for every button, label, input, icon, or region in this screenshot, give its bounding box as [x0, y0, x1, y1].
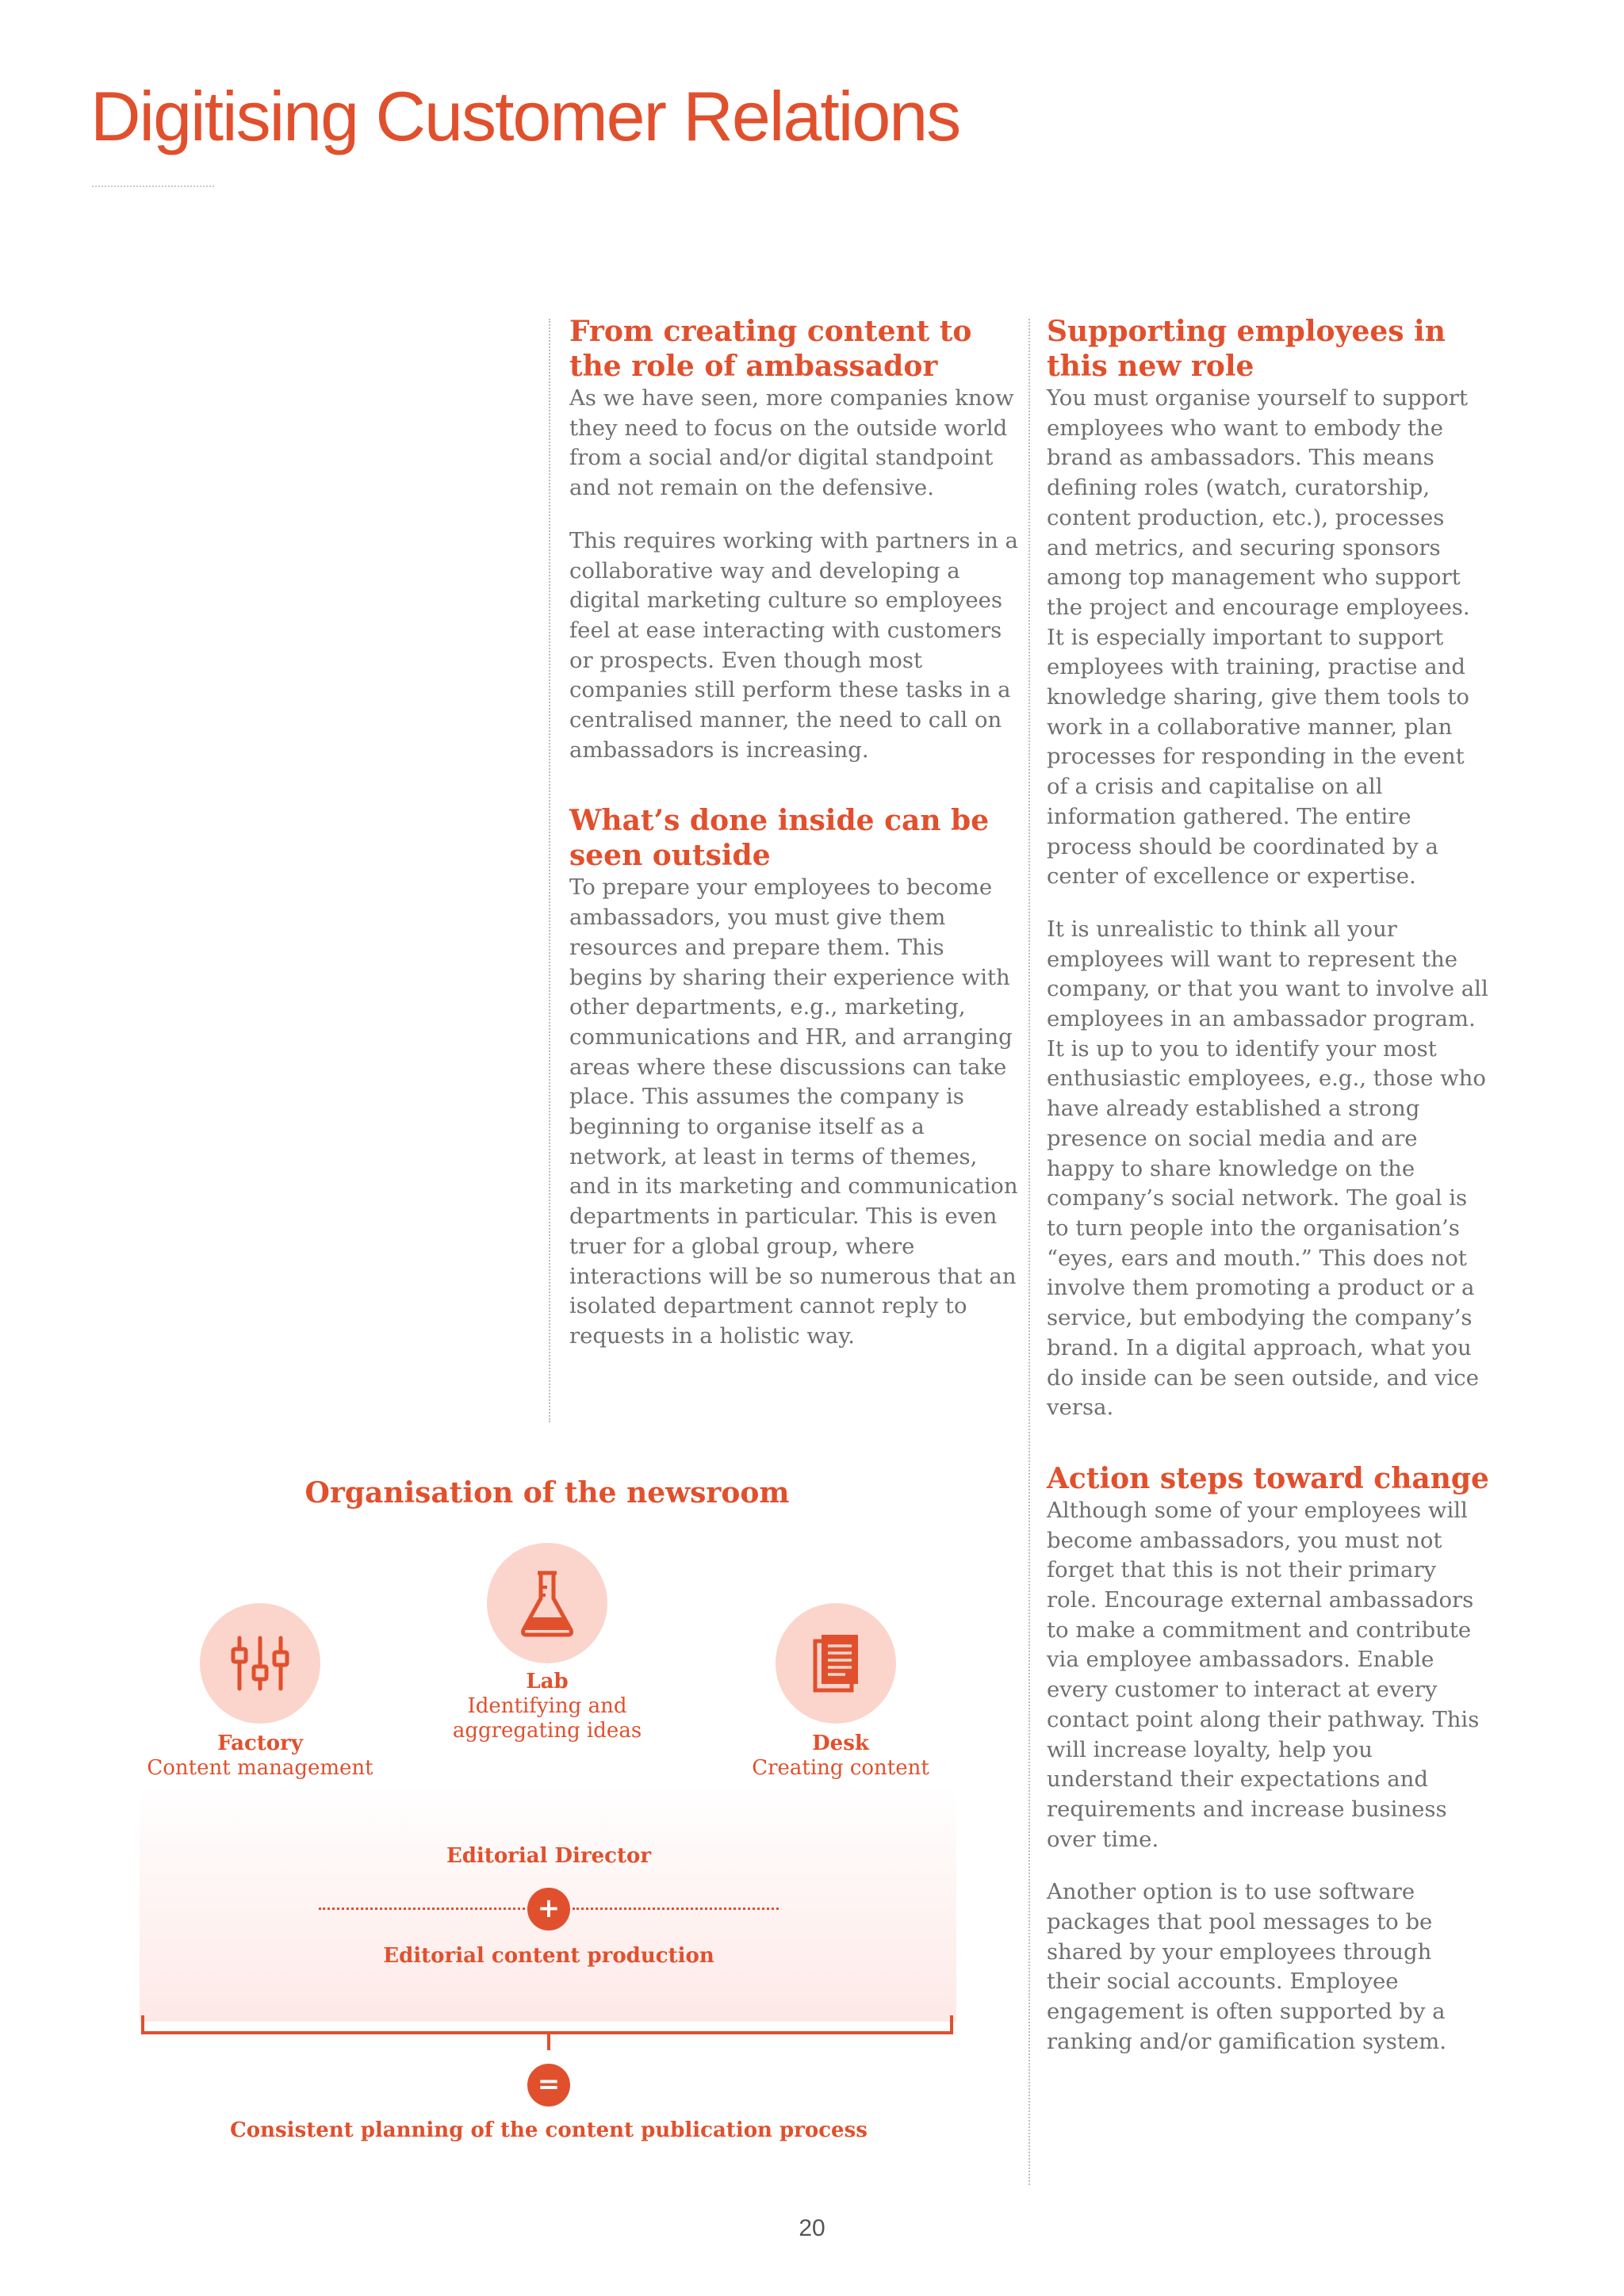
- section-ambassador-role: [569, 314, 1021, 765]
- node-name: Desk: [812, 1732, 869, 1755]
- desk-circle: [776, 1603, 896, 1724]
- node-description: Creating content: [752, 1756, 929, 1780]
- node-name: Factory: [217, 1732, 303, 1755]
- desk-label: [682, 1732, 999, 1781]
- paragraph: It is unrealistic to think all your employees will want to represent the company, or that you want to involve all employees in an ambassador program. It is up to you to identify your most enthusiastic employees, e.g., those who have already established a strong presence on social media and are happy to share knowledge on the company’s social network. The goal is to turn people into the organisation’s “eyes, ears and mouth.” This does not involve them promoting a product or a service, but embodying the company’s brand. In a digital approach, what you do inside can be seen outside, and vice versa.: [1047, 916, 1488, 1421]
- lab-label: [389, 1670, 706, 1743]
- page-title: Digitising Customer Relations: [90, 77, 960, 155]
- paragraph: Another option is to use software packages that pool messages to be shared by your employees through their social accounts. Employee engagement is often supported by a ranking and/or gamification system.: [1047, 1879, 1446, 2054]
- page-number: 20: [799, 2215, 825, 2241]
- right-column: [1047, 314, 1491, 2080]
- factory-circle: [200, 1603, 320, 1724]
- section-heading: Action steps toward change: [1047, 1461, 1489, 1495]
- paragraph: This requires working with partners in a collaborative way and developing a digital marketing culture so employees feel at ease interacting with customers or prospects. Even though most companies still perform these tasks in a centralised manner, the need to call on ambassadors is increasing.: [569, 527, 1018, 763]
- dotted-connector-right: [573, 1908, 779, 1910]
- section-action-steps: [1047, 1461, 1491, 2057]
- node-description: Identifying and: [467, 1694, 627, 1718]
- node-description: Content management: [147, 1756, 373, 1780]
- bracket-stem: [547, 2034, 550, 2050]
- diagram-title: Organisation of the newsroom: [304, 1476, 790, 1510]
- left-column: [569, 314, 1021, 1375]
- flask-icon: [487, 1543, 607, 1663]
- paragraph: As we have seen, more companies know they need to focus on the outside world from a social and/or digital standpoint and not remain on the defensive.: [569, 385, 1014, 501]
- section-heading: From creating content to the role of ambassador: [569, 315, 972, 383]
- dotted-connector-left: [319, 1908, 525, 1910]
- lab-circle: [487, 1543, 607, 1663]
- result-label: Consistent planning of the content publication process: [230, 2118, 868, 2142]
- editorial-director-label: Editorial Director: [446, 1844, 652, 1868]
- plus-icon: +: [527, 1888, 570, 1931]
- factory-label: [102, 1732, 419, 1781]
- section-supporting-employees: [1047, 314, 1491, 1423]
- left-column-rule: [549, 319, 550, 1422]
- document-icon: [776, 1603, 896, 1724]
- paragraph: Although some of your employees will become ambassadors, you must not forget that this is not their primary role. Encourage external ambassadors to make a commitment and contribute via employee ambassadors. Enable every customer to interact at every contact point along their pathway. This will increase loyalty, help you understand their expectations and requirements and increase business over time.: [1047, 1497, 1480, 1852]
- bracket: [141, 2015, 953, 2034]
- section-inside-outside: [569, 803, 1021, 1351]
- title-divider: [92, 186, 214, 187]
- editorial-production-label: Editorial content production: [383, 1944, 714, 1968]
- node-name: Lab: [526, 1670, 569, 1693]
- section-heading: What’s done inside can be seen outside: [569, 804, 990, 873]
- node-description: aggregating ideas: [452, 1719, 642, 1743]
- section-heading: Supporting employees in this new role: [1047, 315, 1446, 383]
- paragraph: You must organise yourself to support employees who want to embody the brand as ambassadors. This means defining roles (watch, curatorship, content production, etc.), processes and metrics, and securing sponsors among top management who support the project and encourage employees. It is especially important to support employees with training, practise and knowledge sharing, give them tools to work in a collaborative manner, plan processes for responding in the event of a crisis and capitalise on all information gathered. The entire process should be coordinated by a center of excellence or expertise.: [1047, 385, 1470, 890]
- right-column-rule: [1028, 319, 1030, 2185]
- sliders-icon: [200, 1603, 320, 1724]
- equals-icon: =: [527, 2064, 570, 2107]
- paragraph: To prepare your employees to become ambassadors, you must give them resources and prepare them. This begins by sharing their experience with other departments, e.g., marketing, communications and HR, and arranging areas where these discussions can take place. This assumes the company is beginning to organise itself as a network, at least in terms of themes, and in its marketing and communication departments in particular. This is even truer for a global group, where interactions will be so numerous that an isolated department cannot reply to requests in a holistic way.: [569, 874, 1018, 1349]
